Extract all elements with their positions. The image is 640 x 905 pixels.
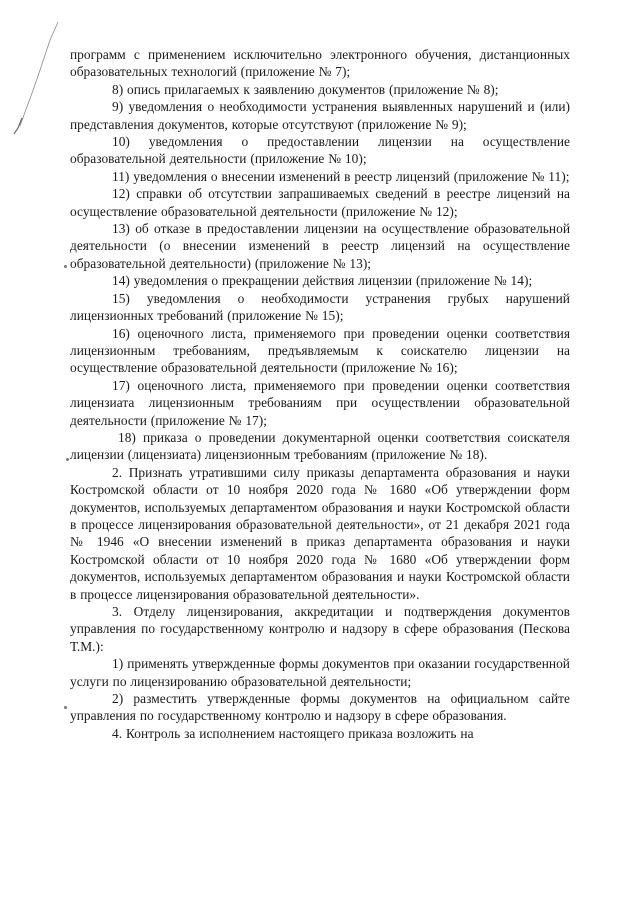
list-item-18: 18) приказа о проведении документарной оценки соответствия соискателя лицензии (лицензиата) лицензионным требованиям (приложение № 18). xyxy=(70,429,570,463)
list-item-10: 10) уведомления о предоставлении лицензии на осуществление образовательной деятельности (приложение № 10); xyxy=(70,134,570,167)
document-page xyxy=(70,46,570,742)
list-item-12: 12) справки об отсутствии запрашиваемых сведений в реестре лицензий на осуществление образовательной деятельности (приложение № 12); xyxy=(70,186,570,219)
list-item-14: 14) уведомления о прекращении действия лицензии (приложение № 14); xyxy=(112,273,533,289)
section-3-paragraph: 3. Отделу лицензирования, аккредитации и подтверждения документов управления по государственному контролю и надзору в сфере образования (Пескова Т.М.): xyxy=(70,604,570,654)
section-3-item-2: 2) разместить утвержденные формы документов на официальном сайте управления по государственному контролю и надзору в сфере образования. xyxy=(70,691,570,724)
list-item-11: 11) уведомления о внесении изменений в реестр лицензий (приложение № 11); xyxy=(112,168,570,184)
list-item-17: 17) оценочного листа, применяемого при проведении оценки соответствия лицензиата лицензионным требованиям при осуществлении образовательной деятельности (приложение № 17); xyxy=(70,377,570,428)
section-3-item-1: 1) применять утвержденные формы документов при оказании государственной услуги по лицензированию образовательной деятельности; xyxy=(70,656,570,689)
list-item-9: 9) уведомления о необходимости устранения выявленных нарушений и (или) представления документов, которые отсутствуют (приложение № 9); xyxy=(70,99,570,132)
scan-speck xyxy=(64,265,67,268)
section-4-paragraph: 4. Контроль за исполнением настоящего приказа возложить на xyxy=(112,725,474,741)
list-item-8: 8) опись прилагаемых к заявлению документов (приложение № 8); xyxy=(112,81,499,97)
list-item-16: 16) оценочного листа, применяемого при проведении оценки соответствия лицензионным требованиям, предъявляемым к соискателю лицензии на осуществление образовательной деятельности (приложение № 16); xyxy=(70,325,570,376)
section-2-paragraph: 2. Признать утратившими силу приказы департамента образования и науки Костромской области от 10 ноября 2020 года № 1680 «Об утверждении форм документов, используемых департаментом образования и науки Костромской области в процессе лицензирования образовательной деятельности», от 21 декабря 2021 года № 1946 «О внесении изменений в приказ департамента образования и науки Костромской области от 10 ноября 2020 года № 1680 «Об утверждении форм документов, используемых департаментом образования и науки Костромской области в процессе лицензирования образовательной деятельности». xyxy=(70,464,570,602)
scan-speck xyxy=(66,458,69,461)
list-item-13: 13) об отказе в предоставлении лицензии на осуществление образовательной деятельности (о внесении изменений в реестр лицензий на осуществление образовательной деятельности) (приложение № 13); xyxy=(70,221,570,271)
scan-speck xyxy=(64,706,67,709)
paragraph-continuation-item-7: программ с применением исключительно электронного обучения, дистанционных образовательных технологий (приложение № 7); xyxy=(70,47,570,80)
list-item-15: 15) уведомления о необходимости устранения грубых нарушений лицензионных требований (приложение № 15); xyxy=(70,290,570,324)
